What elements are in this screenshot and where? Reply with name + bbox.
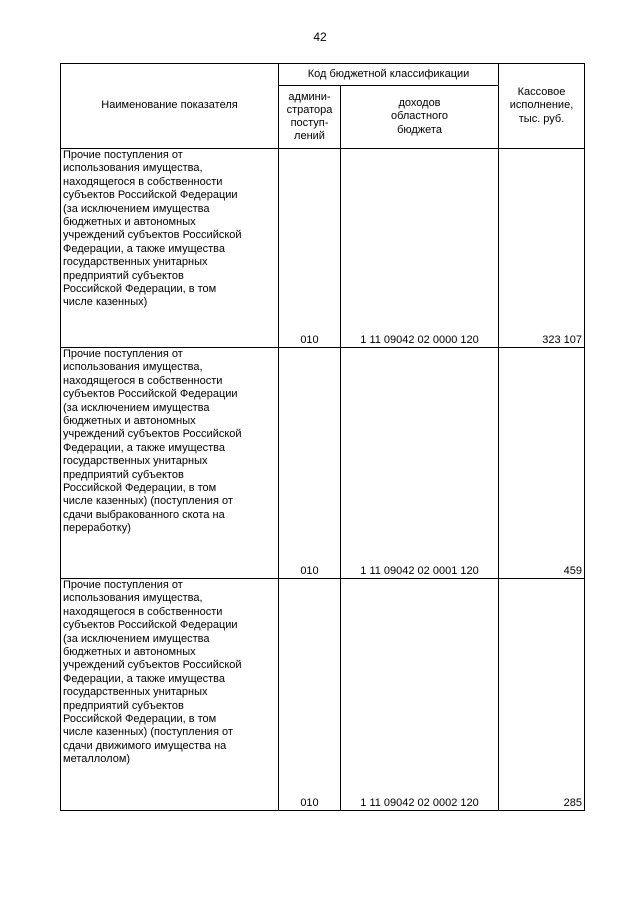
header-row-top [61, 64, 585, 86]
table-row [61, 149, 585, 348]
row-amount: 323 107 [499, 149, 585, 348]
row-name-cell [61, 149, 279, 348]
row-admin-code: 010 [279, 348, 341, 579]
row-amount: 459 [499, 348, 585, 579]
header-budget-code-group [279, 64, 499, 86]
table-row [61, 579, 585, 811]
row-budget-code: 1 11 09042 02 0000 120 [341, 149, 499, 348]
budget-table [60, 63, 585, 811]
page-number: 42 [313, 30, 327, 44]
row-name-cell [61, 579, 279, 811]
row-name: Прочие поступления от использования имущества, находящегося в собственности субъектов Российской Федерации (за исключением имущества бюджетных и автономных учреждений субъектов Российской Федерации, а также имущества государственных унитарных предприятий субъектов Российской Федерации, в том числе казенных) (поступления от сдачи выбракованного скота на переработку) [63, 348, 242, 535]
row-budget-code: 1 11 09042 02 0002 120 [341, 579, 499, 811]
row-amount: 285 [499, 579, 585, 811]
row-name: Прочие поступления от использования имущества, находящегося в собственности субъектов Российской Федерации (за исключением имущества бюджетных и автономных учреждений субъектов Российской Федерации, а также имущества государственных унитарных предприятий субъектов Российской Федерации, в том числе казенных) (поступления от сдачи движимого имущества на металлолом) [63, 579, 242, 766]
header-admin-label: админи- стратора поступ- лений [286, 91, 333, 142]
row-admin-code: 010 [279, 579, 341, 811]
table-row [61, 348, 585, 579]
row-name: Прочие поступления от использования имущества, находящегося в собственности субъектов Российской Федерации (за исключением имущества бюджетных и автономных учреждений субъектов Российской Федерации, а также имущества государственных унитарных предприятий субъектов Российской Федерации, в том числе казенных) [63, 149, 242, 309]
row-name-cell [61, 348, 279, 579]
header-admin [279, 86, 341, 149]
row-budget-code: 1 11 09042 02 0001 120 [341, 348, 499, 579]
header-execution-label: Кассовое исполнение, тыс. руб. [509, 85, 574, 125]
header-budget-code-label: Код бюджетной классификации [307, 67, 470, 80]
header-execution [499, 64, 585, 149]
row-admin-code: 010 [279, 149, 341, 348]
header-name [61, 64, 279, 149]
header-income-label: доходов областного бюджета [390, 96, 449, 136]
header-name-label: Наименование показателя [101, 99, 238, 112]
header-income [341, 86, 499, 149]
